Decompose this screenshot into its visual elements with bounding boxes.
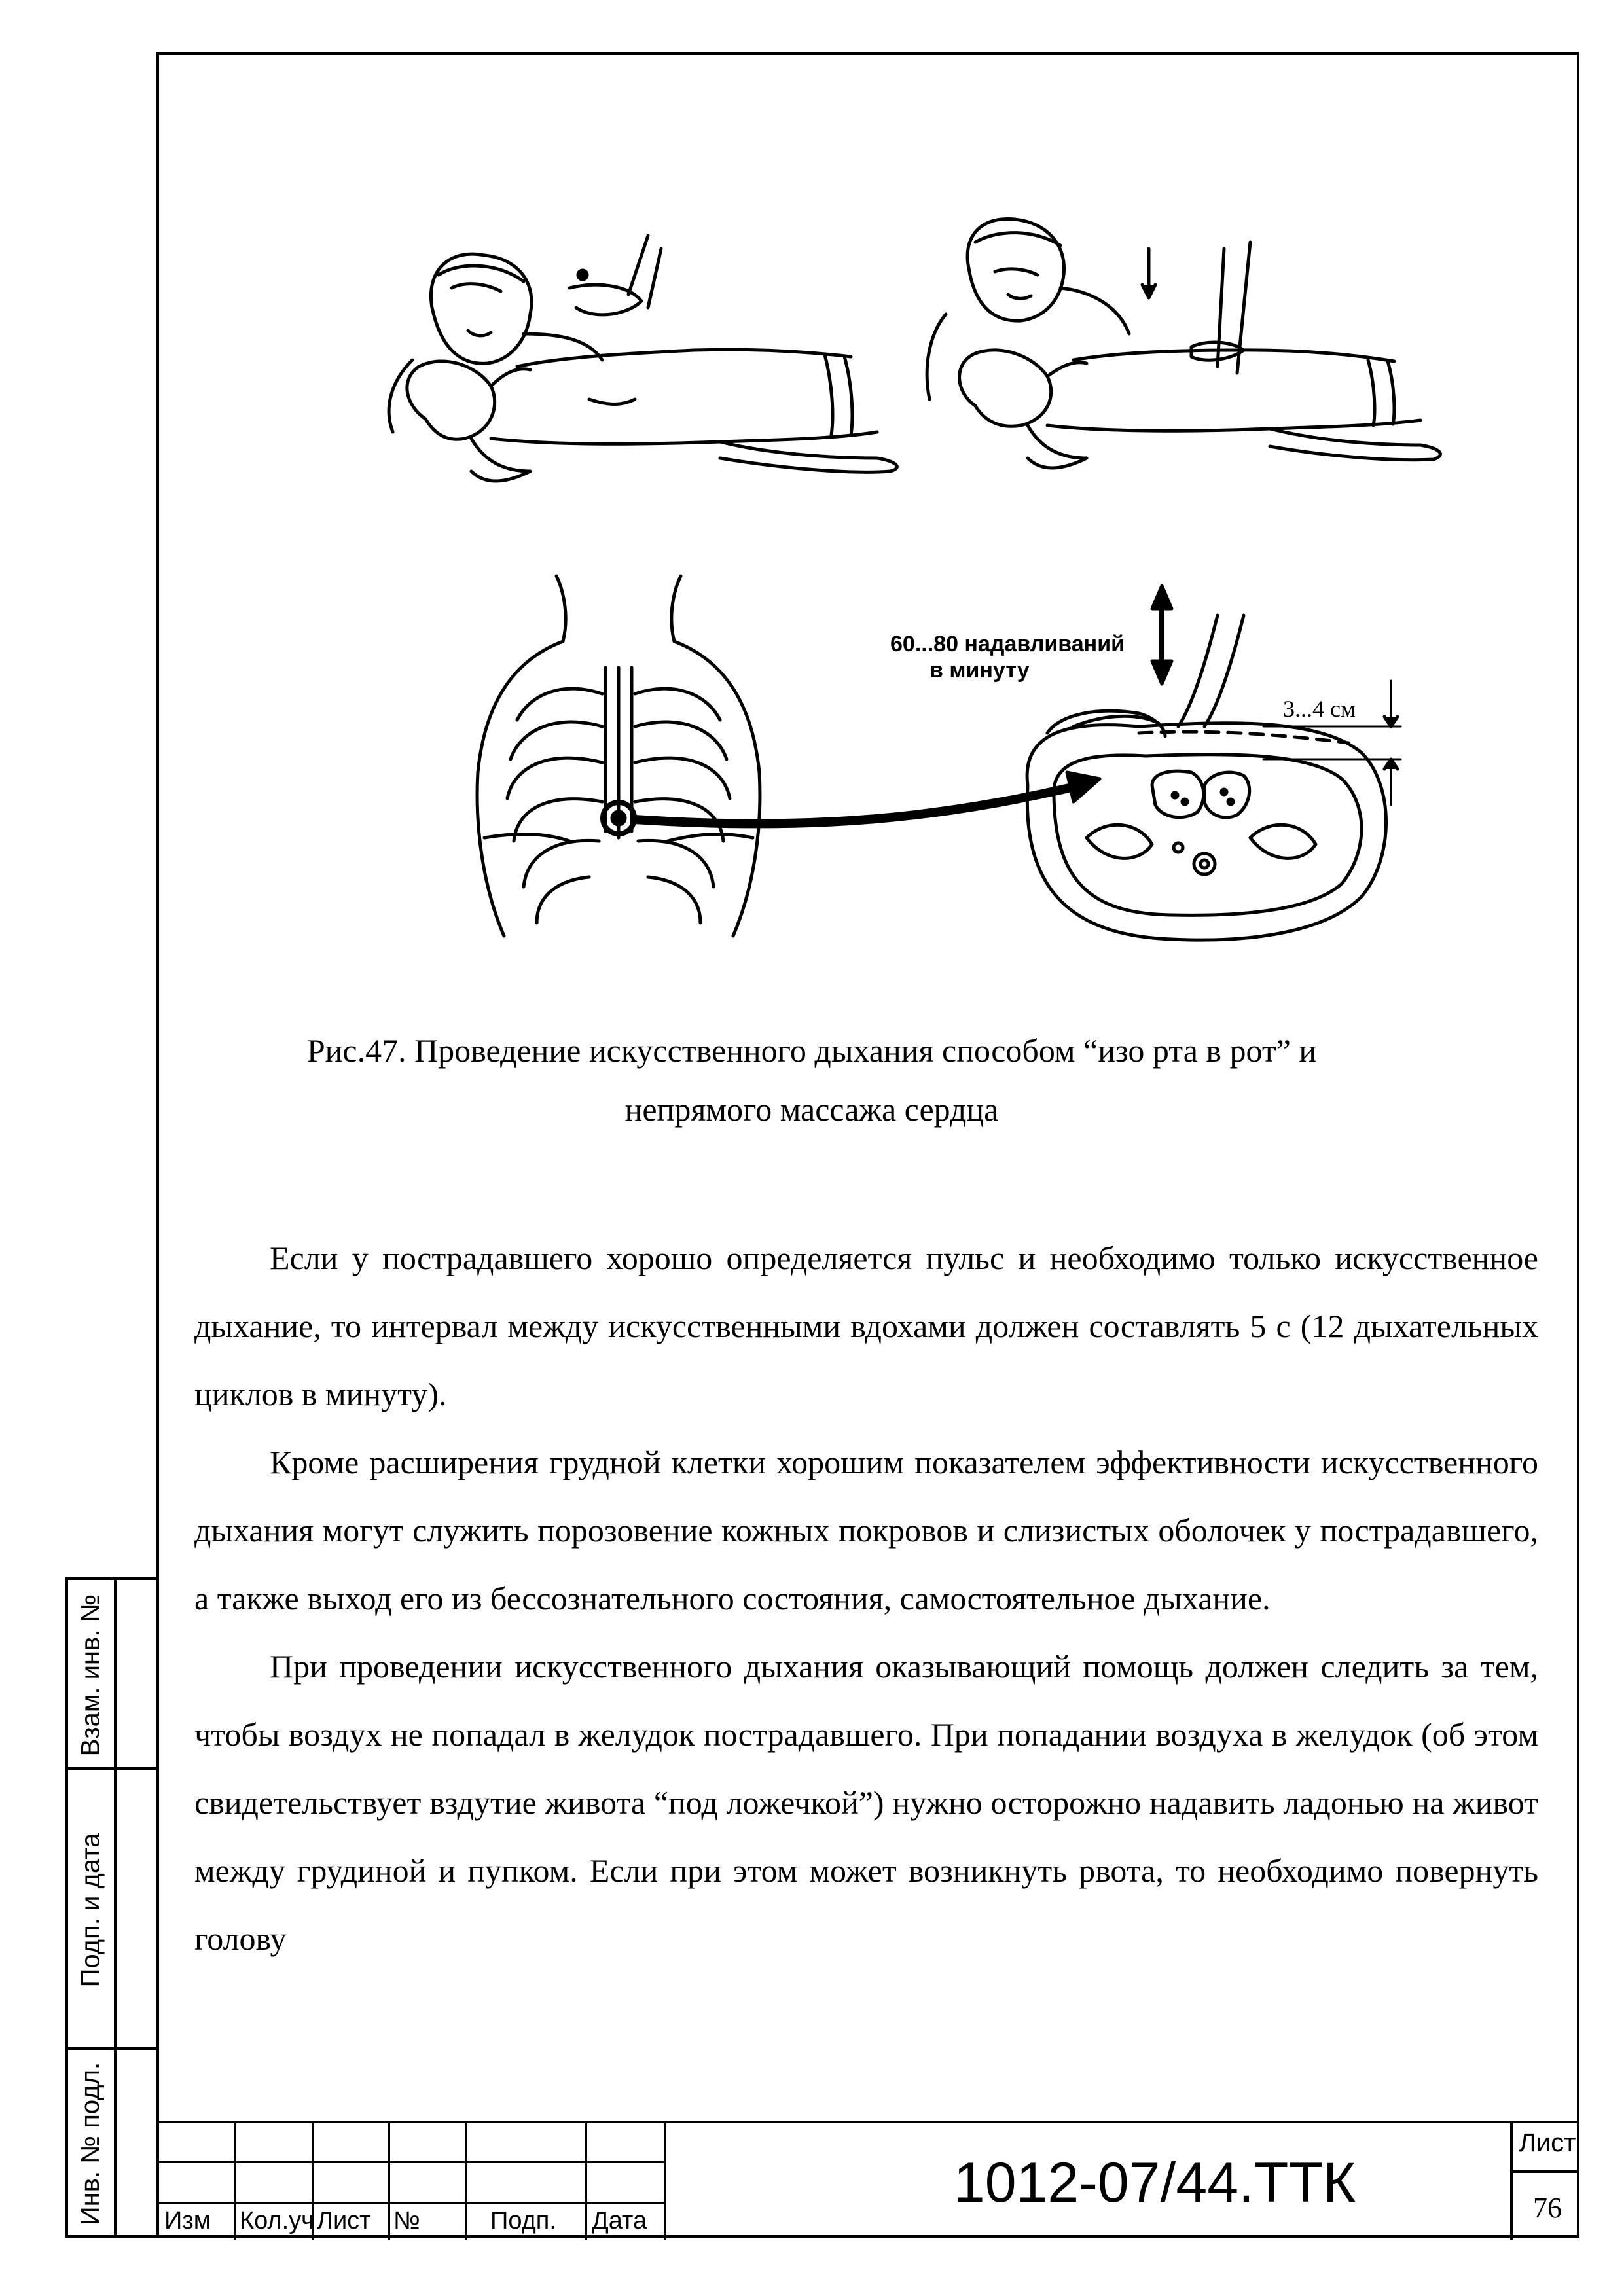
- figure-label-rate-2: в минуту: [929, 658, 1030, 683]
- side-margin-strip: [65, 1577, 156, 2238]
- document-code: 1012-07/44.ТТК: [953, 2151, 1356, 2214]
- chest-compression-drawing: [927, 219, 1440, 468]
- col-list: Лист: [317, 2207, 371, 2234]
- cpr-illustration: [353, 209, 1492, 982]
- side-divider: [114, 1580, 117, 2235]
- right-ribs: [635, 689, 730, 923]
- figure-label-rate: 60...80 надавливаний: [890, 632, 1125, 656]
- body-text: [194, 1224, 1538, 1973]
- paragraph-1: Если у пострадавшего хорошо определяется пульс и необходимо только искусственное дыхание, то интервал между искусственными вдохами должен составлять 5 с (12 дыхательных циклов в минуту).: [194, 1240, 1538, 1412]
- left-ribs: [507, 689, 602, 923]
- side-cell-inv: [68, 2050, 156, 2238]
- col-nomer: №: [393, 2207, 420, 2234]
- paragraph-3: При проведении искусственного дыхания оказывающий помощь должен следить за тем, чтобы воздух не попадал в желудок пострадавшего. При попадании воздуха в желудок (об этом свидетельствует вздутие живота “под ложечкой”) нужно осторожно надавить ладонью на живот между грудиной и пупком. Если при этом может возникнуть рвота, то необходимо повернуть голову: [194, 1648, 1538, 1957]
- side-label-inv: Инв. № подл.: [76, 2062, 105, 2226]
- ribcage-drawing: [477, 576, 760, 936]
- col-kolich: Кол.уч: [240, 2207, 314, 2234]
- col-data: Дата: [592, 2207, 647, 2234]
- side-cell-vzam: [68, 1580, 156, 1770]
- mouth-to-mouth-drawing: [389, 236, 897, 481]
- sheet-number: 76: [1533, 2192, 1562, 2224]
- figure-caption-line-1: Рис.47. Проведение искусственного дыхания способом “изо рта в рот” и: [306, 1032, 1317, 1069]
- col-izm: Изм: [164, 2207, 211, 2234]
- title-block: [156, 2121, 1579, 2238]
- figure-caption-line-2: непрямого массажа сердца: [624, 1091, 999, 1128]
- side-label-vzam: Взам. инв. №: [76, 1594, 105, 1756]
- figure-label-depth: 3...4 см: [1283, 696, 1356, 722]
- side-label-podp: Подп. и дата: [76, 1833, 105, 1987]
- sheet-label: Лист: [1519, 2128, 1576, 2157]
- paragraph-2: Кроме расширения грудной клетки хорошим показателем эффективности искусственного дыхания могут служить порозовение кожных покровов и слизистых оболочек у пострадавшего, а также выход его из бессознательного состояния, самостоятельное дыхание.: [194, 1444, 1538, 1617]
- side-cell-podp: [68, 1770, 156, 2050]
- col-podp: Подп.: [490, 2207, 556, 2234]
